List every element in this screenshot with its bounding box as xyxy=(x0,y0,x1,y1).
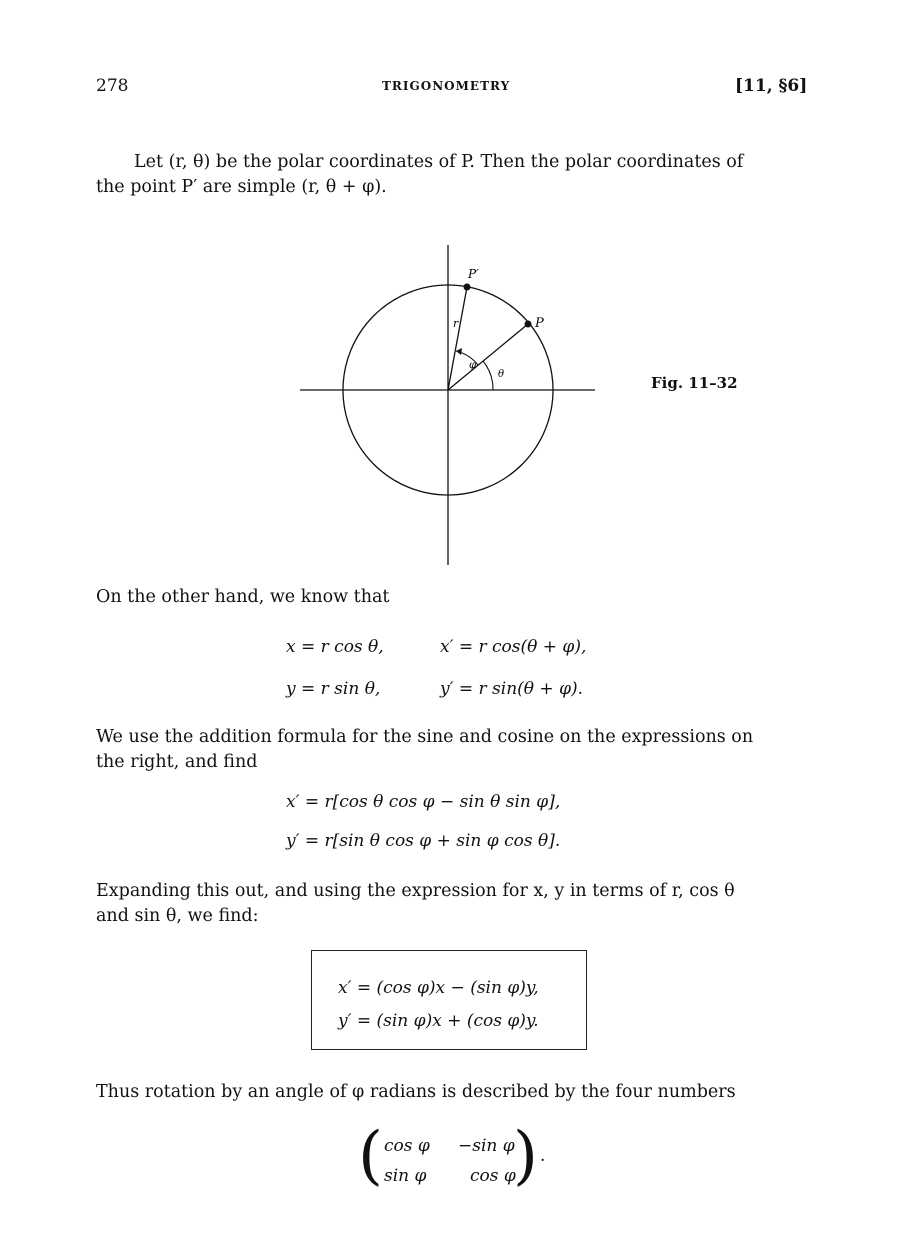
label-p: P xyxy=(535,316,544,331)
boxed-equation-y-prime: y′ = (sin φ)x + (cos φ)y. xyxy=(338,1011,539,1031)
phi-arrowhead xyxy=(456,348,462,355)
radius-to-p-prime xyxy=(448,287,467,390)
paragraph-5: Thus rotation by an angle of φ radians is described by the four numbers xyxy=(96,1082,736,1102)
expanded-equation-y-prime: y′ = r[sin θ cos φ + sin φ cos θ]. xyxy=(286,831,561,851)
equation-x: x = r cos θ, xyxy=(286,637,384,657)
label-p-prime: P′ xyxy=(468,267,479,281)
matrix-entry-12: −sin φ xyxy=(458,1136,515,1156)
equation-y-prime: y′ = r sin(θ + φ). xyxy=(440,679,584,699)
label-r: r xyxy=(453,317,459,330)
page-number: 278 xyxy=(96,76,129,96)
matrix-left-paren: ( xyxy=(358,1119,383,1193)
point-p-prime xyxy=(464,284,471,291)
polar-rotation-figure xyxy=(290,240,610,570)
running-title: TRIGONOMETRY xyxy=(382,79,511,93)
paragraph-3-line-1: We use the addition formula for the sine and cosine on the expressions on xyxy=(96,727,754,747)
paragraph-3-line-2: the right, and find xyxy=(96,752,258,772)
section-reference: [11, §6] xyxy=(735,76,808,96)
paragraph-2: On the other hand, we know that xyxy=(96,587,390,607)
figure-caption: Fig. 11–32 xyxy=(651,374,738,392)
paragraph-4-line-1: Expanding this out, and using the expression for x, y in terms of r, cos θ xyxy=(96,881,735,901)
matrix-entry-11: cos φ xyxy=(384,1136,430,1156)
radius-to-p xyxy=(448,324,528,390)
theta-arc xyxy=(483,361,493,390)
label-phi: φ xyxy=(469,360,477,371)
paragraph-1-line-2: the point P′ are simple (r, θ + φ). xyxy=(96,177,387,197)
matrix-right-paren: ) xyxy=(513,1119,538,1193)
equation-x-prime: x′ = r cos(θ + φ), xyxy=(440,637,587,657)
point-p xyxy=(525,321,532,328)
paragraph-4-line-2: and sin θ, we find: xyxy=(96,906,259,926)
matrix-trailing-period: . xyxy=(540,1146,546,1166)
paragraph-1-line-1: Let (r, θ) be the polar coordinates of P. Then the polar coordinates of xyxy=(134,152,744,172)
boxed-result xyxy=(311,950,587,1050)
boxed-equation-x-prime: x′ = (cos φ)x − (sin φ)y, xyxy=(338,978,539,998)
equation-y: y = r sin θ, xyxy=(286,679,381,699)
label-theta: θ xyxy=(498,369,505,380)
matrix-entry-22: cos φ xyxy=(470,1166,516,1186)
expanded-equation-x-prime: x′ = r[cos θ cos φ − sin θ sin φ], xyxy=(286,792,561,812)
matrix-entry-21: sin φ xyxy=(384,1166,427,1186)
